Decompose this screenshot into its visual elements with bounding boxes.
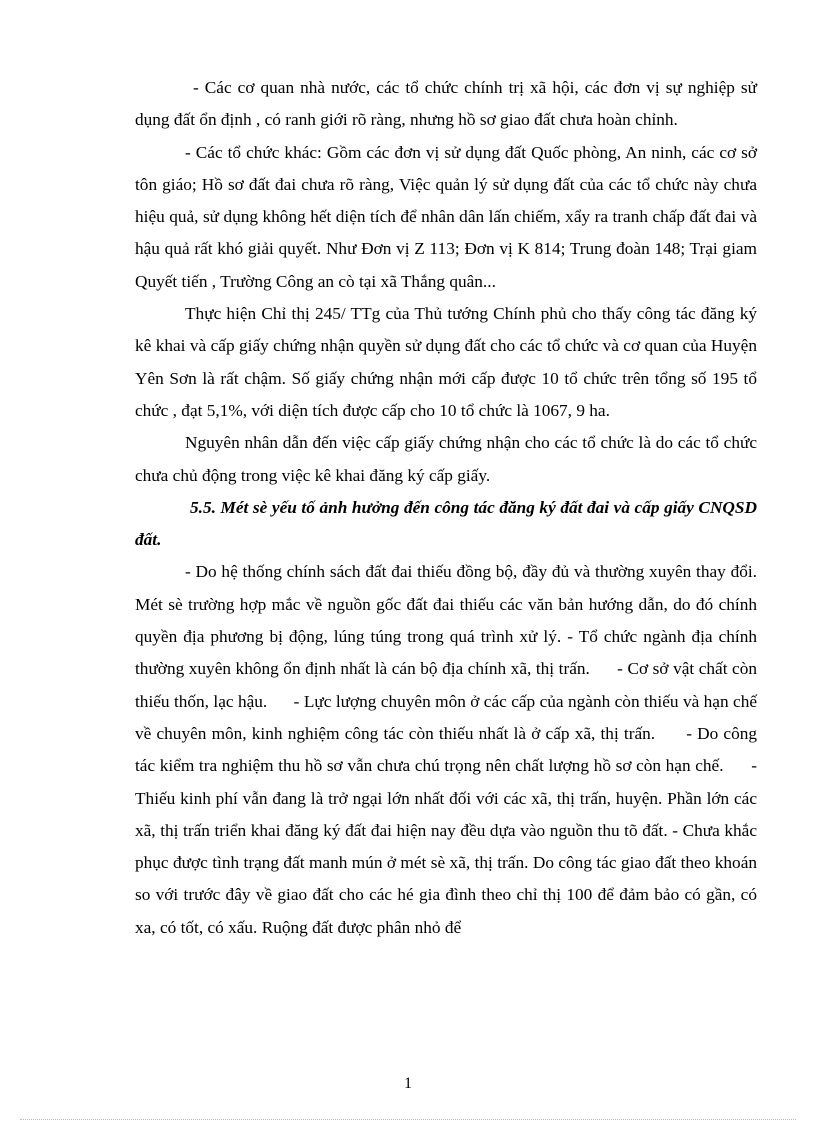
paragraph-other-organizations: - Các tổ chức khác: Gồm các đơn vị sử dụng đất Quốc phòng, An ninh, các cơ sở tôn giáo; Hồ sơ đất đai chưa rõ ràng, Việc quản lý sử dụng đất của các tổ chức này chưa hiệu quả, sử dụng không hết diện tích để nhân dân lấn chiếm, xẩy ra tranh chấp đất đai và hậu quả rất khó giải quyết. Như Đơn vị Z 113; Đơn vị K 814; Trung đoàn 148; Trại giam Quyết tiến , Trường Công an cò tại xã Thắng quân... xyxy=(135,142,757,291)
paragraph-policy-system xyxy=(135,556,757,944)
factor-fragmentation: - Chưa khắc phục được tình trạng đất manh mún ở mét sè xã, thị trấn. Do công tác giao đất theo khoán so với trước đây về giao đất cho các hé gia đình theo chỉ thị 100 để đảm bảo có gần, có xa, có tốt, có xấu. Ruộng đất được phân nhỏ để xyxy=(135,820,757,937)
section-heading: 5.5. Mét sè yếu tố ảnh hưởng đến công tác đăng ký đất đai và cấp giấy CNQSD đất. xyxy=(135,497,757,550)
factor-expertise: - Lực lượng chuyên môn ở các cấp của ngành còn thiếu và hạn chế về chuyên môn, kinh nghiệm công tác còn thiếu nhất là ở cấp xã, thị trấn. xyxy=(135,691,757,743)
factor-inspection: - Do công tác kiểm tra nghiệm thu hồ sơ vẫn chưa chú trọng nên chất lượng hồ sơ còn hạn chế. xyxy=(135,723,758,776)
factor-staffing: - Tổ chức ngành địa chính thường xuyên không ổn định nhất là cán bộ địa chính xã, thị trấn. xyxy=(135,627,757,679)
paragraph-state-agencies: - Các cơ quan nhà nước, các tổ chức chính trị xã hội, các đơn vị sự nghiệp sử dụng đất ổn định , có ranh giới rõ ràng, nhưng hồ sơ giao đất chưa hoàn chỉnh. xyxy=(135,78,757,130)
factor-funding: - Thiếu kinh phí vẫn đang là trở ngại lớn nhất đối với các xã, thị trấn, huyện. Phần lớn các xã, thị trấn triển khai đăng ký đất đai hiện nay đều dựa vào nguồn thu tõ đất. xyxy=(135,756,758,840)
body-text xyxy=(135,72,757,944)
paragraph-directive-245: Thực hiện Chỉ thị 245/ TTg của Thủ tướng Chính phủ cho thấy công tác đăng ký kê khai và cấp giấy chứng nhận quyền sử dụng đất cho các tổ chức và cơ quan của Huyện Yên Sơn là rất chậm. Số giấy chứng nhận mới cấp được 10 tổ chức trên tổng số 195 tổ chức , đạt 5,1%, với diện tích được cấp cho 10 tổ chức là 1067, 9 ha. xyxy=(135,304,757,420)
paragraph-cause: Nguyên nhân dẫn đến việc cấp giấy chứng nhận cho các tổ chức là do các tổ chức chưa chủ động trong việc kê khai đăng ký cấp giấy. xyxy=(135,433,757,485)
factor-facilities: - Cơ sở vật chất còn thiếu thốn, lạc hậu. xyxy=(135,659,758,711)
factor-policy: - Do hệ thống chính sách đất đai thiếu đồng bộ, đầy đủ và thường xuyên thay đổi. Mét sè trường hợp mắc về nguồn gốc đất đai thiếu các văn bản hướng dẫn, do đó chính quyền địa phương bị động, lúng túng trong quá trình xử lý. xyxy=(135,562,757,647)
page-bottom-divider xyxy=(20,1119,796,1120)
page-number: 1 xyxy=(404,1075,412,1092)
